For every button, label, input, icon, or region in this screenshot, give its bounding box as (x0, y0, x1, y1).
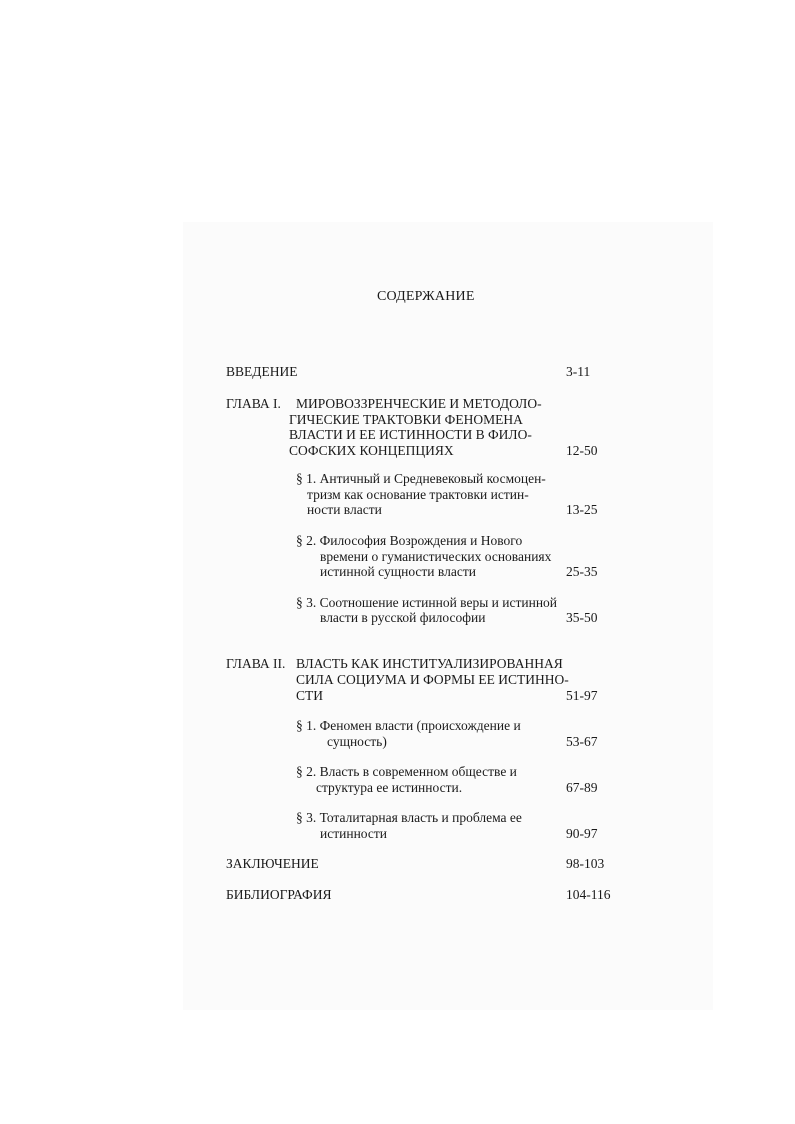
chapter-2-pages: 51-97 (566, 688, 598, 703)
section-1-3-line: власти в русской философии (320, 610, 486, 625)
section-2-2-pages: 67-89 (566, 780, 598, 795)
toc-bibliography-pages: 104-116 (566, 887, 611, 902)
section-1-2-line: времени о гуманистических основаниях (320, 549, 552, 564)
section-2-1-line: сущность) (327, 734, 387, 749)
chapter-1-title-line: ГИЧЕСКИЕ ТРАКТОВКИ ФЕНОМЕНА (289, 412, 523, 427)
section-2-1-pages: 53-67 (566, 734, 598, 749)
chapter-1-title-line: СОФСКИХ КОНЦЕПЦИЯХ (289, 443, 454, 458)
section-2-3-pages: 90-97 (566, 826, 598, 841)
chapter-1-prefix: ГЛАВА I. (226, 396, 281, 411)
chapter-2-title-line: ВЛАСТЬ КАК ИНСТИТУАЛИЗИРОВАННАЯ (296, 656, 563, 671)
chapter-2-title-line: СТИ (296, 688, 323, 703)
chapter-1-pages: 12-50 (566, 443, 598, 458)
section-2-3-line: § 3. Тоталитарная власть и проблема ее (296, 810, 522, 825)
toc-conclusion-pages: 98-103 (566, 856, 605, 871)
section-2-3-line: истинности (320, 826, 387, 841)
section-1-3-pages: 35-50 (566, 610, 598, 625)
section-1-3-line: § 3. Соотношение истинной веры и истинной (296, 595, 558, 610)
toc-title: СОДЕРЖАНИЕ (377, 289, 475, 304)
section-1-2-pages: 25-35 (566, 564, 598, 579)
chapter-2-prefix: ГЛАВА II. (226, 656, 286, 671)
chapter-2-title-line: СИЛА СОЦИУМА И ФОРМЫ ЕЕ ИСТИННО- (296, 672, 569, 687)
toc-conclusion-label: ЗАКЛЮЧЕНИЕ (226, 856, 319, 871)
toc-intro-pages: 3-11 (566, 364, 591, 379)
toc-intro-label: ВВЕДЕНИЕ (226, 364, 298, 379)
section-1-2-line: § 2. Философия Возрождения и Нового (296, 533, 523, 548)
section-2-2-line: § 2. Власть в современном обществе и (296, 764, 517, 779)
section-2-1-line: § 1. Феномен власти (происхождение и (296, 718, 521, 733)
chapter-1-title-line: МИРОВОЗЗРЕНЧЕСКИЕ И МЕТОДОЛО- (296, 396, 542, 411)
section-1-1-line: § 1. Античный и Средневековый космоцен- (296, 471, 546, 486)
section-1-1-pages: 13-25 (566, 502, 598, 517)
section-1-2-line: истинной сущности власти (320, 564, 476, 579)
section-1-1-line: ности власти (307, 502, 382, 517)
section-1-1-line: тризм как основание трактовки истин- (307, 487, 529, 502)
toc-bibliography-label: БИБЛИОГРАФИЯ (226, 887, 332, 902)
section-2-2-line: структура ее истинности. (316, 780, 463, 795)
chapter-1-title-line: ВЛАСТИ И ЕЕ ИСТИННОСТИ В ФИЛО- (289, 427, 532, 442)
